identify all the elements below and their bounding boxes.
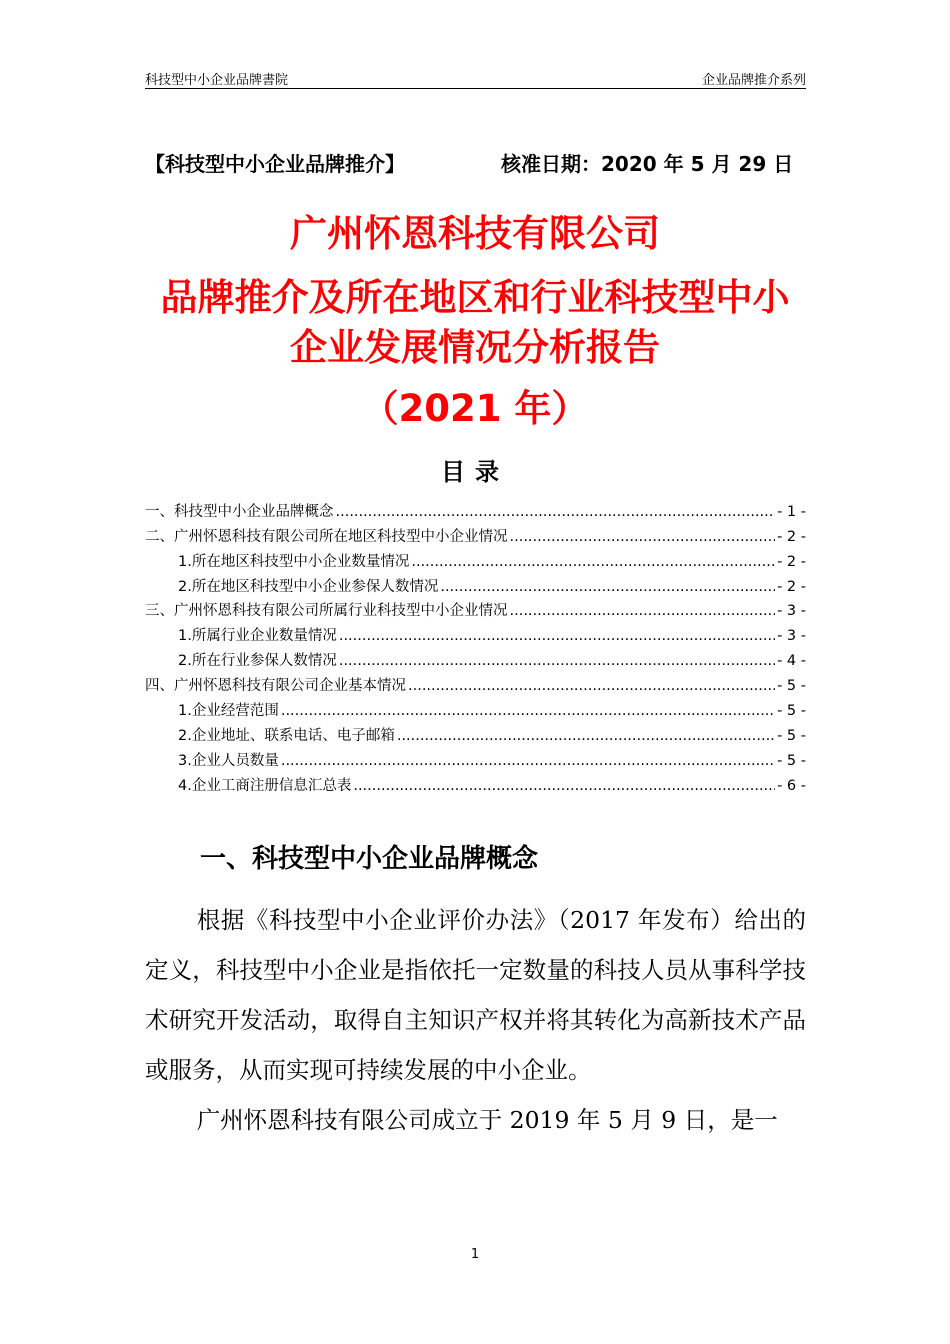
toc-label: 3.企业人员数量 [178, 752, 279, 769]
toc-leader [353, 776, 775, 796]
toc-entry[interactable] [145, 497, 806, 522]
paragraph: 广州怀恩科技有限公司成立于 2019 年 5 月 9 日，是一 [196, 1106, 778, 1134]
toc-entry[interactable] [145, 572, 806, 597]
toc-entry[interactable] [145, 671, 806, 696]
toc-page: - 5 - [777, 727, 806, 744]
approval-date: 核准日期：2020 年 5 月 29 日 [501, 152, 794, 176]
toc-leader [408, 676, 775, 696]
toc-leader [510, 601, 776, 621]
title-line-1: 广州怀恩科技有限公司 [290, 212, 660, 255]
toc-entry[interactable] [145, 771, 806, 796]
title-line-4: （2021 年） [361, 387, 589, 430]
toc-entry[interactable] [145, 522, 806, 547]
toc-entry[interactable] [145, 721, 806, 746]
section-heading: 一、科技型中小企业品牌概念 [200, 844, 539, 874]
toc-label: 2.所在行业参保人数情况 [178, 653, 337, 670]
toc-leader [281, 751, 775, 771]
header-left: 科技型中小企业品牌書院 [145, 73, 289, 88]
toc-page: - 2 - [777, 553, 806, 570]
paragraph: 根据《科技型中小企业评价办法》（2017 年发布）给出的定义，科技型中小企业是指依托一定数量的科技人员从事科学技术研究开发活动，取得自主知识产权并将其转化为高新技术产品或服务，从而实现可持续发展的中小企业。 [145, 906, 806, 1084]
toc-label: 二、广州怀恩科技有限公司所在地区科技型中小企业情况 [145, 528, 508, 545]
toc-label: 1.所属行业企业数量情况 [178, 628, 337, 645]
toc-leader [397, 726, 775, 746]
page-number: 1 [470, 1247, 480, 1262]
toc-leader [339, 626, 775, 646]
toc-label: 2.企业地址、联系电话、电子邮箱 [178, 727, 395, 744]
toc-label: 2.所在地区科技型中小企业参保人数情况 [178, 578, 439, 595]
toc-leader [339, 651, 775, 671]
table-of-contents [145, 497, 806, 796]
title-line-3: 企业发展情况分析报告 [290, 326, 660, 369]
header-right: 企业品牌推介系列 [701, 73, 806, 88]
title-line-2: 品牌推介及所在地区和行业科技型中小 [160, 276, 790, 319]
toc-entry[interactable] [145, 696, 806, 721]
toc-page: - 6 - [777, 777, 806, 794]
toc-page: - 3 - [777, 628, 806, 645]
page-header [145, 68, 806, 89]
toc-page: - 5 - [777, 703, 806, 720]
toc-page: - 2 - [777, 528, 806, 545]
toc-entry[interactable] [145, 597, 806, 622]
toc-page: - 2 - [777, 578, 806, 595]
toc-leader [336, 502, 776, 522]
toc-leader [281, 701, 775, 721]
toc-label: 三、广州怀恩科技有限公司所属行业科技型中小企业情况 [145, 603, 508, 620]
toc-entry[interactable] [145, 646, 806, 671]
toc-leader [440, 577, 775, 597]
brand-tag: 【科技型中小企业品牌推介】 [145, 152, 405, 176]
toc-label: 1.企业经营范围 [178, 703, 279, 720]
toc-page: - 5 - [777, 678, 806, 695]
toc-leader [510, 527, 776, 547]
toc-page: - 4 - [777, 653, 806, 670]
toc-entry[interactable] [145, 746, 806, 771]
toc-page: - 1 - [777, 503, 806, 520]
section-body [145, 895, 806, 1145]
toc-page: - 3 - [777, 603, 806, 620]
toc-label: 一、科技型中小企业品牌概念 [145, 503, 334, 520]
toc-label: 4.企业工商注册信息汇总表 [178, 777, 352, 794]
toc-label: 四、广州怀恩科技有限公司企业基本情况 [145, 678, 406, 695]
toc-page: - 5 - [777, 752, 806, 769]
toc-entry[interactable] [145, 621, 806, 646]
toc-entry[interactable] [145, 547, 806, 572]
toc-label: 1.所在地区科技型中小企业数量情况 [178, 553, 410, 570]
toc-leader [411, 552, 775, 572]
toc-heading: 目录 [441, 458, 509, 486]
